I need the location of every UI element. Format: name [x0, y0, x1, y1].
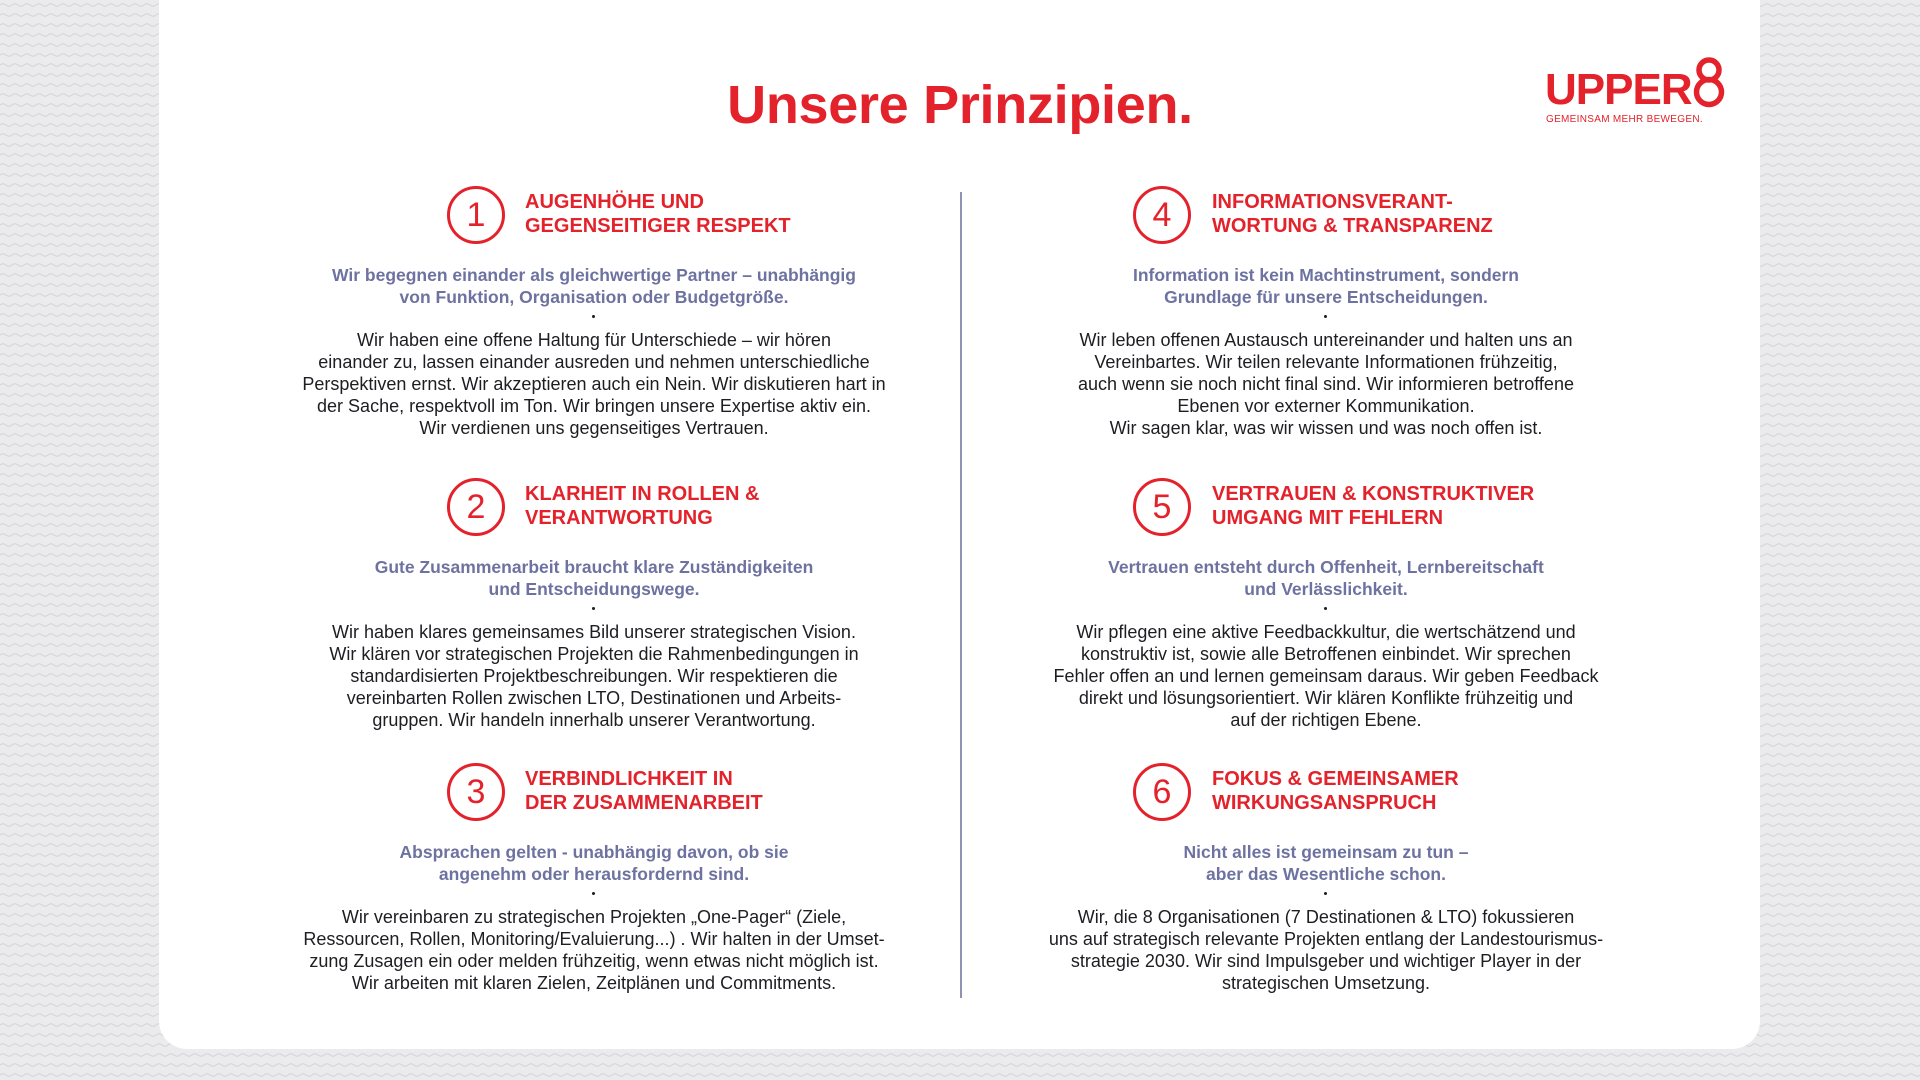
principle-3 [244, 763, 944, 1025]
principle-body: Wir, die 8 Organisationen (7 Destinationen & LTO) fokussieren uns auf strategisch relevante Projekten entlang der Landestourismus- strategie 2030. Wir sind Impulsgeber und wichtiger Player in der strategischen Umsetzung. [1048, 907, 1604, 993]
principle-body: Wir pflegen eine aktive Feedbackkultur, die wertschätzend und konstruktiv ist, sowie alle Betroffenen einbindet. Wir sprechen Fehler offen an und lernen gemeinsam daraus. Wir geben Feedback direkt und lösungsorientiert. Wir klären Konflikte frühzeitig und auf der richtigen Ebene. [1053, 622, 1599, 730]
principle-lead: Gute Zusammenarbeit braucht klare Zuständigkeiten und Entscheidungswege. [374, 557, 814, 599]
principle-lead: Information ist kein Machtinstrument, sondern Grundlage für unsere Entscheidungen. [1132, 265, 1519, 307]
principle-body: Wir haben klares gemeinsames Bild unserer strategischen Vision. Wir klären vor strategischen Projekten die Rahmenbedingungen in standardisierten Projektbeschreibungen. Wir respektieren die vereinbarten Rollen zwischen LTO, Destinationen und Arbeits- gruppen. Wir handeln innerhalb unserer Verantwortung. [329, 622, 859, 730]
number-badge: 2 [447, 478, 505, 536]
dot-separator [1324, 892, 1327, 895]
page-title: Unsere Prinzipien. [727, 75, 1193, 135]
principle-lead: Absprachen gelten - unabhängig davon, ob sie angenehm oder herausfordernd sind. [399, 842, 789, 884]
principle-heading: VERTRAUEN & KONSTRUKTIVER UMGANG MIT FEHLERN [1212, 483, 1535, 529]
principle-5 [976, 478, 1676, 740]
upper8-logo [1545, 56, 1735, 128]
logo-wordmark: UPPER [1545, 65, 1692, 114]
figure-eight-icon [1692, 56, 1726, 108]
number-badge: 3 [447, 763, 505, 821]
principle-4 [976, 186, 1676, 448]
principle-lead: Nicht alles ist gemeinsam zu tun – aber das Wesentliche schon. [1183, 842, 1469, 884]
principle-lead: Vertrauen entsteht durch Offenheit, Lernbereitschaft und Verlässlichkeit. [1108, 557, 1544, 599]
principle-heading: VERBINDLICHKEIT IN DER ZUSAMMENARBEIT [525, 768, 763, 814]
dot-separator [592, 315, 595, 318]
principle-body: Wir leben offenen Austausch untereinander und halten uns an Vereinbartes. Wir teilen relevante Informationen frühzeitig, auch wenn sie noch nicht final sind. Wir informieren betroffene Ebenen vor externer Kommunikation. Wir sagen klar, was wir wissen und was noch offen ist. [1078, 330, 1574, 438]
principle-heading: KLARHEIT IN ROLLEN & VERANTWORTUNG [525, 483, 760, 529]
number-badge: 1 [447, 186, 505, 244]
dot-separator [592, 607, 595, 610]
logo-tagline: GEMEINSAM MEHR BEWEGEN. [1546, 114, 1703, 125]
principle-lead: Wir begegnen einander als gleichwertige Partner – unabhängig von Funktion, Organisation oder Budgetgröße. [332, 265, 856, 307]
number-badge: 4 [1133, 186, 1191, 244]
principle-heading: FOKUS & GEMEINSAMER WIRKUNGSANSPRUCH [1212, 768, 1459, 814]
principle-body: Wir haben eine offene Haltung für Unterschiede – wir hören einander zu, lassen einander ausreden und nehmen unterschiedliche Perspektiven ernst. Wir akzeptieren auch ein Nein. Wir diskutieren hart in der Sache, respektvoll im Ton. Wir bringen unsere Expertise aktiv ein. Wir verdienen uns gegenseitiges Vertrauen. [302, 330, 886, 438]
dot-separator [1324, 315, 1327, 318]
number-badge: 6 [1133, 763, 1191, 821]
principle-body: Wir vereinbaren zu strategischen Projekten „One-Pager“ (Ziele, Ressourcen, Rollen, Monitoring/Evaluierung...) . Wir halten in der Umset- zung Zusagen ein oder melden frühzeitig, wenn etwas nicht möglich ist. Wir arbeiten mit klaren Zielen, Zeitplänen und Commitments. [303, 907, 885, 993]
principle-heading: AUGENHÖHE UND GEGENSEITIGER RESPEKT [525, 191, 791, 237]
principle-heading: INFORMATIONSVERANT- WORTUNG & TRANSPARENZ [1212, 191, 1493, 237]
principle-6 [976, 763, 1676, 1025]
dot-separator [592, 892, 595, 895]
number-badge: 5 [1133, 478, 1191, 536]
principle-2 [244, 478, 944, 740]
column-divider [960, 192, 962, 998]
principle-1 [244, 186, 944, 448]
dot-separator [1324, 607, 1327, 610]
